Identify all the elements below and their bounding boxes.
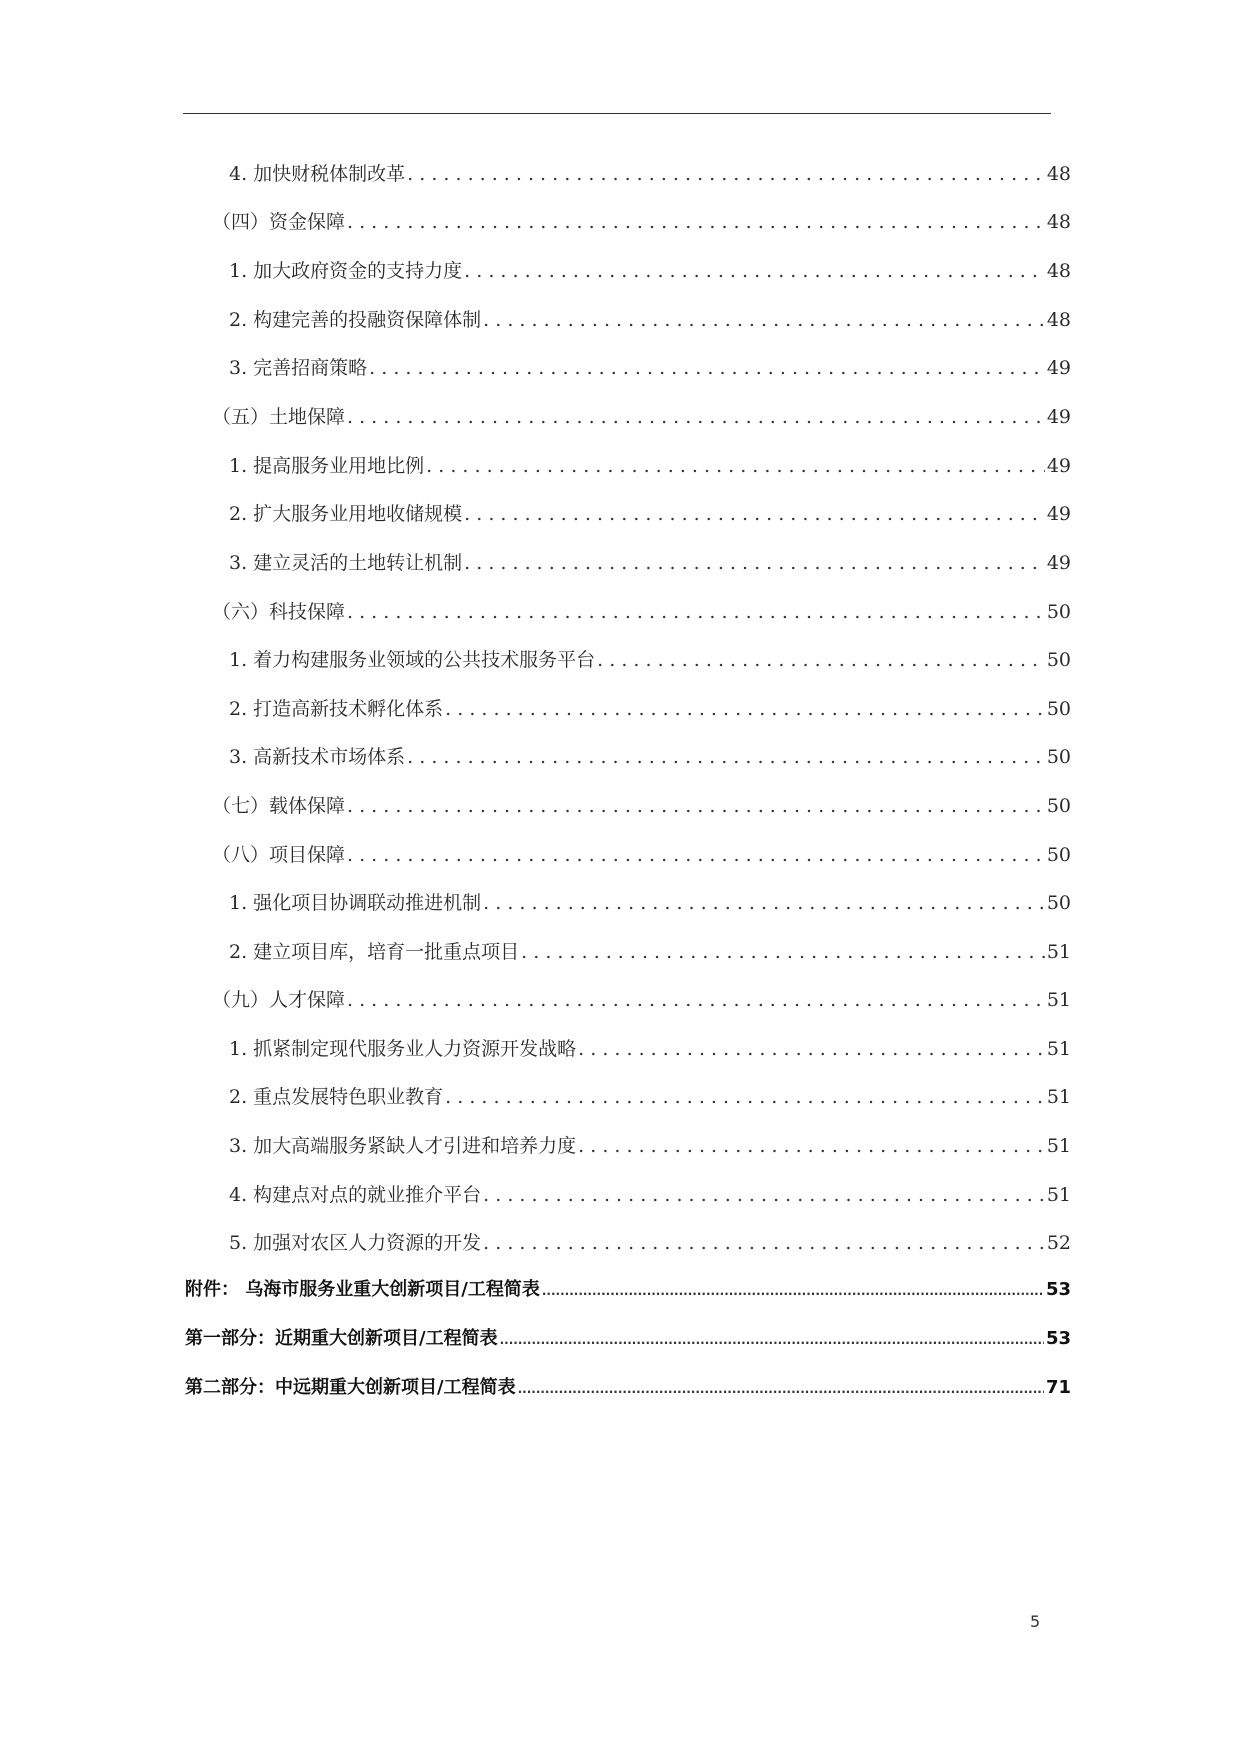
toc-entry-page: 51	[1046, 989, 1071, 1011]
toc-entry-label: 第一部分：近期重大创新项目/工程简表	[185, 1328, 498, 1349]
toc-entry-label: 1. 提高服务业用地比例	[229, 455, 425, 477]
toc-entry-page: 49	[1046, 406, 1071, 428]
dot-leader	[369, 353, 1045, 383]
toc-entry-page: 51	[1046, 941, 1071, 963]
toc-entry-label: 2. 建立项目库，培育一批重点项目	[229, 941, 520, 963]
dot-leader	[347, 791, 1045, 821]
dot-leader	[597, 645, 1045, 675]
toc-entry[interactable]	[229, 305, 1071, 335]
toc-entry-label: （八）项目保障	[212, 844, 346, 866]
toc-entry-label: 1. 着力构建服务业领域的公共技术服务平台	[229, 649, 596, 671]
toc-entry-page: 50	[1046, 649, 1071, 671]
toc-entry-label: 第二部分：中远期重大创新项目/工程简表	[185, 1377, 516, 1398]
toc-entry[interactable]	[212, 791, 1071, 821]
toc-entry-label: 2. 扩大服务业用地收储规模	[229, 503, 463, 525]
toc-entry-page: 50	[1046, 698, 1071, 720]
toc-entry-page: 50	[1046, 844, 1071, 866]
toc-entry-page: 51	[1046, 1086, 1071, 1108]
dot-leader	[347, 840, 1045, 870]
dot-leader	[542, 1275, 1044, 1306]
toc-entry-label: 1. 加大政府资金的支持力度	[229, 260, 463, 282]
dot-leader	[464, 499, 1045, 529]
toc-entry[interactable]	[229, 937, 1071, 967]
toc-entry[interactable]	[229, 1228, 1071, 1258]
dot-leader	[483, 1180, 1045, 1210]
toc-entry-label: 1. 抓紧制定现代服务业人力资源开发战略	[229, 1038, 577, 1060]
toc-entry[interactable]	[229, 499, 1071, 529]
toc-entry-page: 49	[1046, 552, 1071, 574]
toc-entry[interactable]	[229, 694, 1071, 724]
dot-leader	[407, 742, 1045, 772]
dot-leader	[407, 159, 1045, 189]
toc-entry-page: 48	[1046, 309, 1071, 331]
toc-entry-page: 71	[1045, 1377, 1071, 1398]
toc-entry-label: 2. 打造高新技术孵化体系	[229, 698, 444, 720]
toc-entry-label: 4. 构建点对点的就业推介平台	[229, 1184, 482, 1206]
dot-leader	[518, 1373, 1044, 1404]
toc-entry[interactable]	[229, 451, 1071, 481]
toc-entry[interactable]	[212, 597, 1071, 627]
toc-entry-page: 51	[1046, 1184, 1071, 1206]
toc-entry[interactable]	[229, 353, 1071, 383]
toc-entry-label: 2. 重点发展特色职业教育	[229, 1086, 444, 1108]
dot-leader	[347, 597, 1045, 627]
toc-entry-page: 51	[1046, 1135, 1071, 1157]
toc-entry[interactable]	[229, 1082, 1071, 1112]
dot-leader	[347, 207, 1045, 237]
toc-entry-page: 48	[1046, 211, 1071, 233]
toc-entry-label: （五）土地保障	[212, 406, 346, 428]
dot-leader	[483, 305, 1045, 335]
toc-entry-label: （六）科技保障	[212, 601, 346, 623]
toc-entry[interactable]	[229, 159, 1071, 189]
page-number: 5	[1030, 1612, 1041, 1631]
toc-entry[interactable]	[212, 207, 1071, 237]
dot-leader	[347, 402, 1045, 432]
toc-entry-page: 49	[1046, 503, 1071, 525]
toc-entry-page: 51	[1046, 1038, 1071, 1060]
toc-entry-page: 50	[1046, 746, 1071, 768]
toc-entry[interactable]	[212, 840, 1071, 870]
toc-entry[interactable]	[229, 256, 1071, 286]
toc-entry-label: 4. 加快财税体制改革	[229, 163, 406, 185]
toc-entry-page: 50	[1046, 795, 1071, 817]
dot-leader	[578, 1131, 1045, 1161]
toc-entry-page: 50	[1046, 892, 1071, 914]
toc-entry[interactable]	[229, 1034, 1071, 1064]
toc-entry[interactable]	[212, 402, 1071, 432]
toc-entry[interactable]	[229, 888, 1071, 918]
dot-leader	[347, 985, 1045, 1015]
toc-entry-page: 52	[1046, 1232, 1071, 1254]
toc-entry[interactable]	[229, 645, 1071, 675]
dot-leader	[500, 1324, 1044, 1355]
header-rule	[183, 113, 1051, 114]
toc-entry-page: 48	[1046, 163, 1071, 185]
toc-entry-label: 3. 完善招商策略	[229, 357, 368, 379]
dot-leader	[445, 1082, 1045, 1112]
dot-leader	[521, 937, 1045, 967]
toc-entry-page: 50	[1046, 601, 1071, 623]
dot-leader	[483, 888, 1045, 918]
toc-entry[interactable]	[229, 1180, 1071, 1210]
toc-entry[interactable]	[229, 548, 1071, 578]
toc-entry-label: （四）资金保障	[212, 211, 346, 233]
toc-entry-label: （七）载体保障	[212, 795, 346, 817]
toc-entry-page: 49	[1046, 455, 1071, 477]
toc-entry-label: 2. 构建完善的投融资保障体制	[229, 309, 482, 331]
dot-leader	[483, 1228, 1045, 1258]
toc-entry[interactable]	[229, 1131, 1071, 1161]
toc-entry-page: 53	[1045, 1328, 1071, 1349]
toc-entry-label: 3. 高新技术市场体系	[229, 746, 406, 768]
dot-leader	[464, 548, 1045, 578]
toc-entry-label: 5. 加强对农区人力资源的开发	[229, 1232, 482, 1254]
toc-entry[interactable]	[185, 1373, 1071, 1403]
toc-entry-page: 49	[1046, 357, 1071, 379]
toc-entry-page: 53	[1045, 1279, 1071, 1300]
dot-leader	[578, 1034, 1045, 1064]
toc-entry-label: 1. 强化项目协调联动推进机制	[229, 892, 482, 914]
toc-entry-page: 48	[1046, 260, 1071, 282]
toc-entry-label: 3. 加大高端服务紧缺人才引进和培养力度	[229, 1135, 577, 1157]
toc-entry[interactable]	[185, 1324, 1071, 1354]
dot-leader	[464, 256, 1045, 286]
toc-entry[interactable]	[229, 742, 1071, 772]
toc-entry-label: 3. 建立灵活的土地转让机制	[229, 552, 463, 574]
toc-entry-label: （九）人才保障	[212, 989, 346, 1011]
dot-leader	[445, 694, 1045, 724]
toc-entry[interactable]	[185, 1275, 1071, 1305]
dot-leader	[426, 451, 1045, 481]
toc-entry-label: 附件： 乌海市服务业重大创新项目/工程简表	[185, 1279, 540, 1300]
toc-entry[interactable]	[212, 985, 1071, 1015]
